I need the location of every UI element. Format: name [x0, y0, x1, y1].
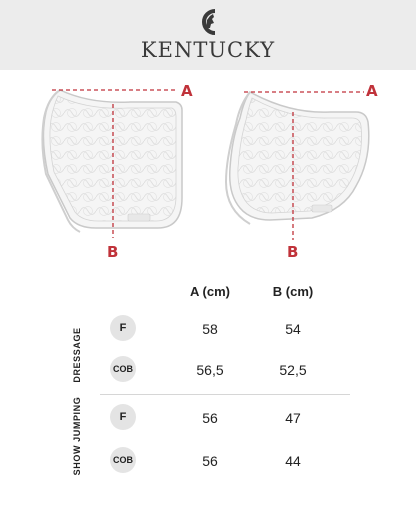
value-b: 44 [285, 453, 301, 469]
value-b: 47 [285, 410, 301, 426]
value-a: 56 [202, 410, 218, 426]
size-badge: F [110, 315, 136, 341]
size-badge: F [110, 404, 136, 430]
column-header-b: B (cm) [272, 284, 314, 299]
value-b: 52,5 [279, 362, 307, 378]
dressage-pad [42, 90, 182, 232]
horse-monogram-icon [193, 6, 223, 38]
brand-name: KENTUCKY [140, 38, 276, 62]
value-a: 56,5 [196, 362, 224, 378]
value-a: 58 [202, 321, 218, 337]
jumping-b-label: B [287, 243, 299, 261]
size-badge: COB [110, 447, 136, 473]
brand-header [0, 0, 416, 70]
saddle-pad-diagrams [0, 78, 416, 268]
value-b: 54 [285, 321, 301, 337]
value-a: 56 [202, 453, 218, 469]
size-badge: COB [110, 356, 136, 382]
dressage-b-label: B [107, 243, 119, 261]
column-header-a: A (cm) [190, 284, 230, 299]
discipline-label-dressage: DRESSAGE [72, 327, 82, 383]
discipline-label-show-jumping: SHOW JUMPING [72, 396, 82, 476]
dressage-a-label: A [181, 82, 193, 100]
show-jumping-pad [226, 92, 369, 224]
jumping-a-label: A [366, 82, 378, 100]
section-divider [100, 394, 350, 395]
